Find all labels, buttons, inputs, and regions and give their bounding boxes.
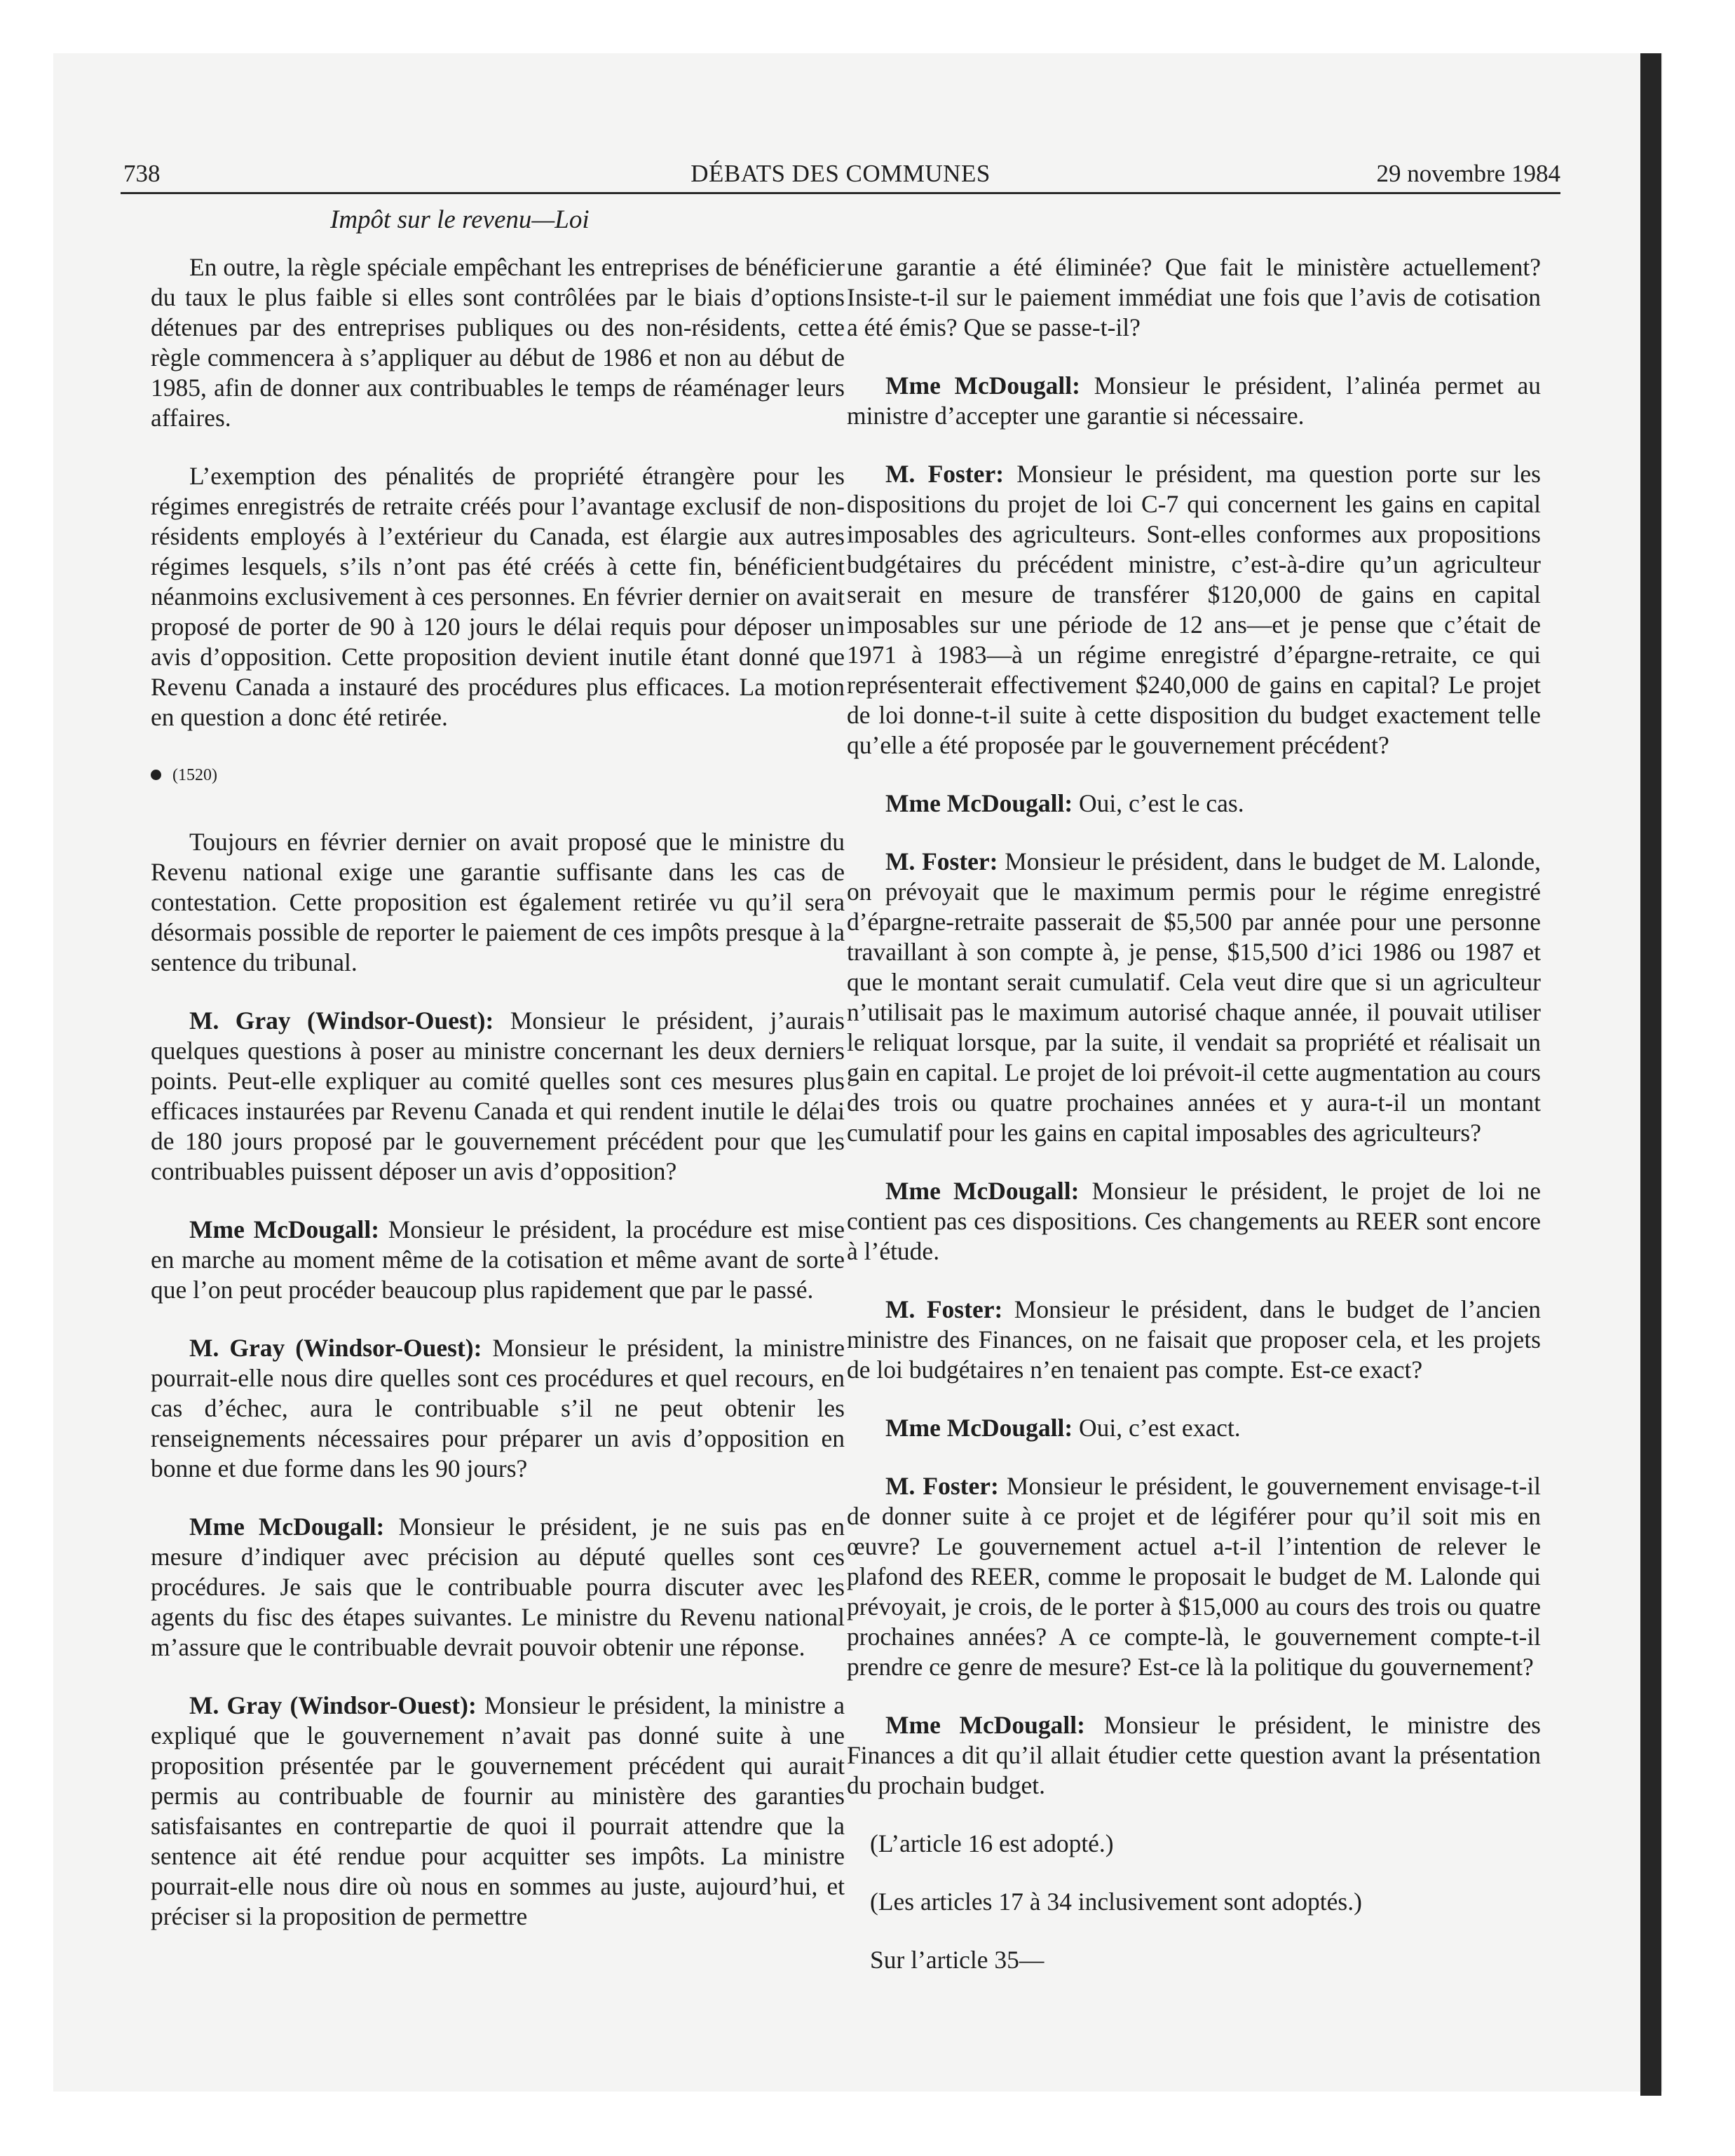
- speech-text: Monsieur le président, le gouvernement envisage-t-il de donner suite à ce projet et de légiférer pour qu’il soit mis en œuvre? Le gouvernement actuel a-t-il l’intention de relever le plafond des REER, comme le proposait le budget de M. Lalonde qui prévoyait, je crois, de le porter à $15,000 au cours des trois ou quatre prochaines années? A ce compte-là, le gouvernement compte-t-il prendre ce genre de mesure? Est-ce là la politique du gouvernement?: [847, 1472, 1542, 1681]
- speech: [847, 1710, 1541, 1801]
- paragraph: Toujours en février dernier on avait proposé que le ministre du Revenu national exige une garantie suffisante dans les cas de contestation. Cette proposition est également retirée vu qu’il sera désormais possible de reporter le paiement de ces impôts presque à la sentence du tribunal.: [151, 828, 845, 976]
- speech: [151, 1691, 845, 1932]
- speech: [847, 459, 1541, 760]
- speech-text: Monsieur le président, la ministre pourrait-elle nous dire quelles sont ces procédures et quel recours, en cas d’échec, aura le contribuable s’il ne peut obtenir les renseignements nécessaires pour préparer un avis d’opposition en bonne et due forme dans les 90 jours?: [151, 1334, 845, 1482]
- speaker-name: M. Foster:: [885, 460, 1005, 488]
- speech: [847, 789, 1541, 819]
- publication-title: DÉBATS DES COMMUNES: [690, 160, 991, 187]
- speaker-name: Mme McDougall:: [885, 1414, 1073, 1442]
- paragraph: En outre, la règle spéciale empêchant les entreprises de bénéficier du taux le plus faible si elles sont contrôlées par le biais d’options détenues par des entreprises publiques ou des non-résidents, cette règle commencera à s’appliquer au début de 1986 et non au début de 1985, afin de donner aux contribuables le temps de réaménager leurs affaires.: [151, 253, 845, 432]
- speaker-name: M. Gray (Windsor-Ouest):: [189, 1691, 477, 1719]
- page-date: 29 novembre 1984: [1376, 160, 1560, 187]
- procedural-note: (L’article 16 est adopté.): [870, 1829, 1114, 1857]
- speech: [151, 1512, 845, 1663]
- speech: [847, 1413, 1541, 1443]
- bullet-icon: [151, 770, 161, 780]
- speaker-name: Mme McDougall:: [189, 1513, 385, 1541]
- speech: [847, 1471, 1541, 1682]
- paragraph: une garantie a été éliminée? Que fait le ministère actuellement? Insiste-t-il sur le paiement immédiat une fois que l’avis de cotisation a été émis? Que se passe-t-il?: [847, 253, 1541, 341]
- time-marker: [151, 760, 845, 791]
- speech-text: Monsieur le président, la procédure est mise en marche au moment même de la cotisation et même avant de sorte que l’on peut procéder beaucoup plus rapidement que par le passé.: [151, 1215, 845, 1304]
- speech-text: Monsieur le président, le ministre des Finances a dit qu’il allait étudier cette question avant la présentation du prochain budget.: [847, 1711, 1541, 1799]
- speech-text: Monsieur le président, dans le budget de l’ancien ministre des Finances, on ne faisait que proposer cela, et les projets de loi budgétaires n’en tenaient pas compte. Est-ce exact?: [847, 1295, 1541, 1384]
- left-column: [151, 252, 845, 1932]
- speech-text: Monsieur le président, ma question porte sur les dispositions du projet de loi C-7 qui concernent les gains en capital imposables des agriculteurs. Sont-elles conformes aux propositions budgétaires du précédent ministre, c’est-à-dire qu’un agriculteur serait en mesure de transférer $120,000 de gains en capital imposables sur une période de 12 ans—et je pense que c’était de 1971 à 1983—à un régime enregistré d’épargne-retraite, ce qui représenterait effectivement $240,000 de gains en capital? Le projet de loi donne-t-il suite à cette disposition du budget exactement telle qu’elle a été proposée par le gouvernement précédent?: [847, 460, 1542, 759]
- procedural-note: (Les articles 17 à 34 inclusivement sont adoptés.): [870, 1888, 1362, 1916]
- speech-text: Monsieur le président, je ne suis pas en mesure d’indiquer avec précision au député quelles sont ces procédures. Je sais que le contribuable pourra discuter avec les agents du fisc des étapes suivantes. Le ministre du Revenu national m’assure que le contribuable devrait pouvoir obtenir une réponse.: [151, 1513, 845, 1661]
- speaker-name: Mme McDougall:: [189, 1215, 380, 1243]
- speaker-name: M. Foster:: [885, 1295, 1003, 1323]
- speech: [151, 1215, 845, 1305]
- speaker-name: Mme McDougall:: [885, 371, 1080, 400]
- speech-text: Monsieur le président, dans le budget de M. Lalonde, on prévoyait que le maximum permis pour le régime enregistré d’épargne-retraite passerait de $5,500 par année pour une personne travaillant à son compte à, je pense, $15,500 d’ici 1986 ou 1987 et que le montant serait cumulatif. Cela veut dire que si un agriculteur n’utilisait pas le maximum autorisé chaque année, il pouvait utiliser le reliquat lorsque, par la suite, il vendait sa propriété et réalisait un gain en capital. Le projet de loi prévoit-il cette augmentation au cours des trois ou quatre prochaines années et y aura-t-il un montant cumulatif pour les gains en capital imposables des agriculteurs?: [847, 847, 1541, 1147]
- page-number: 738: [123, 160, 161, 187]
- speech-text: Oui, c’est exact.: [1073, 1414, 1241, 1442]
- speech-text: Monsieur le président, la ministre a expliqué que le gouvernement n’avait pas donné suite à une proposition présentée par le gouvernement précédent qui aurait permis au contribuable de fournir au ministère des garanties satisfaisantes en contrepartie de quoi il pourrait attendre que la sentence ait été rendue pour acquitter ses impôts. La ministre pourrait-elle nous dire où nous en sommes au juste, aujourd’hui, et préciser si la proposition de permettre: [151, 1691, 845, 1930]
- speaker-name: M. Foster:: [885, 847, 998, 875]
- speaker-name: Mme McDougall:: [885, 1177, 1080, 1205]
- speech: [847, 1295, 1541, 1385]
- speech: [151, 1333, 845, 1484]
- time-marker-label: (1520): [172, 766, 217, 784]
- speaker-name: Mme McDougall:: [885, 789, 1073, 817]
- speaker-name: Mme McDougall:: [885, 1711, 1085, 1739]
- page-header: [121, 156, 1560, 194]
- right-column: [847, 252, 1541, 1975]
- speech: [847, 1176, 1541, 1267]
- paragraph: L’exemption des pénalités de propriété étrangère pour les régimes enregistrés de retraite créés pour l’avantage exclusif de non-résidents employés à l’extérieur du Canada, est élargie aux autres régimes lesquels, s’ils n’ont pas été créés à cette fin, bénéficient néanmoins exclusivement à ces personnes. En février dernier on avait proposé de porter de 90 à 120 jours le délai requis pour déposer un avis d’opposition. Cette proposition devient inutile étant donné que Revenu Canada a instauré des procédures plus efficaces. La motion en question a donc été retirée.: [151, 462, 845, 731]
- running-head: Impôt sur le revenu—Loi: [330, 205, 590, 234]
- speech: [847, 371, 1541, 431]
- speech: [151, 1006, 845, 1187]
- speaker-name: M. Foster:: [885, 1472, 999, 1500]
- speaker-name: M. Gray (Windsor-Ouest):: [189, 1007, 494, 1035]
- speech: [847, 847, 1541, 1148]
- speech-text: Monsieur le président, j’aurais quelques questions à poser au ministre concernant les deux derniers points. Peut-elle expliquer au comité quelles sont ces mesures plus efficaces instaurées par Revenu Canada et qui rendent inutile le délai de 180 jours proposé par le gouvernement précédent pour que les contribuables puissent déposer un avis d’opposition?: [151, 1007, 845, 1185]
- speech-text: Monsieur le président, l’alinéa permet au ministre d’accepter une garantie si nécessaire.: [847, 371, 1541, 430]
- speech-text: Monsieur le président, le projet de loi ne contient pas ces dispositions. Ces changements au REER sont encore à l’étude.: [847, 1177, 1541, 1265]
- speaker-name: M. Gray (Windsor-Ouest):: [189, 1334, 482, 1362]
- speech-text: Oui, c’est le cas.: [1073, 789, 1244, 817]
- page-edge-bar: [1640, 53, 1661, 2096]
- procedural-note: Sur l’article 35—: [870, 1946, 1045, 1974]
